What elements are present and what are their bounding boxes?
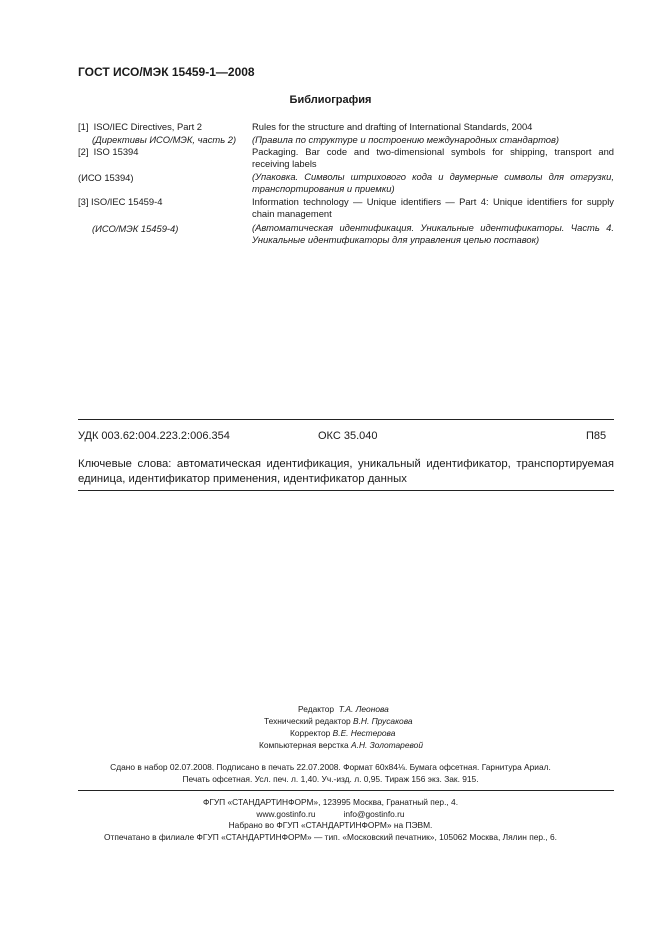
credit-role: Редактор	[298, 704, 335, 714]
classifier-code: П85	[586, 430, 607, 442]
credit-role: Компьютерная верстка	[259, 740, 349, 750]
imprint-line-1: Сдано в набор 02.07.2008. Подписано в печать 22.07.2008. Формат 60x84⅛. Бумага офсетная. Гарнитура Ариал.	[110, 762, 551, 772]
keywords-rule	[78, 490, 614, 491]
udc-code: УДК 003.62:004.223.2:006.354	[78, 430, 230, 442]
credit-role: Корректор	[290, 728, 331, 738]
bibliography-title: Библиография	[289, 94, 372, 106]
entry-num: [2]	[78, 146, 89, 157]
entry-code: ISO 15394	[93, 146, 139, 157]
publisher-email[interactable]: info@gostinfo.ru	[343, 809, 405, 819]
entry-code: ISO/IEC 15459-4	[91, 196, 163, 207]
imprint-rule	[78, 790, 614, 791]
publisher-website[interactable]: www.gostinfo.ru	[256, 809, 316, 819]
entry-title: Information technology — Unique identifiers — Part 4: Unique identifiers for supply chain management	[252, 196, 614, 220]
top-rule	[78, 419, 614, 420]
entry-number	[78, 196, 162, 208]
credit-role: Технический редактор	[264, 716, 351, 726]
publisher-line-4: Отпечатано в филиале ФГУП «СТАНДАРТИНФОРМ» — тип. «Московский печатник», 105062 Москва, Лялин пер., 6.	[103, 832, 558, 842]
credit-name: А.Н. Золотаревой	[351, 740, 423, 750]
entry-code-ru: (ИСО 15394)	[78, 172, 134, 183]
oks-code: ОКС 35.040	[318, 430, 378, 442]
entry-code-ru: (ИСО/МЭК 15459-4)	[92, 223, 179, 234]
credit-name: В.Е. Нестерова	[332, 728, 396, 738]
credit-tech-editor	[264, 716, 413, 726]
entry-number	[78, 121, 202, 133]
publisher-contacts	[0, 809, 661, 819]
publisher-line-1: ФГУП «СТАНДАРТИНФОРМ», 123995 Москва, Гранатный пер., 4.	[202, 797, 459, 807]
credit-editor	[298, 704, 389, 714]
entry-title: Packaging. Bar code and two-dimensional symbols for shipping, transport and receiving labels	[252, 146, 614, 170]
document-code: ГОСТ ИСО/МЭК 15459-1—2008	[78, 65, 255, 79]
imprint-line-2: Печать офсетная. Усл. печ. л. 1,40. Уч.-изд. л. 0,95. Тираж 156 экз. Зак. 915.	[182, 774, 479, 784]
entry-num: [1]	[78, 121, 89, 132]
entry-title-ru: (Правила по структуре и построению международных стандартов)	[252, 134, 560, 145]
entry-num: [3]	[78, 196, 89, 207]
credit-proofreader	[290, 728, 395, 738]
entry-title: Rules for the structure and drafting of International Standards, 2004	[252, 121, 533, 132]
publisher-line-3: Набрано во ФГУП «СТАНДАРТИНФОРМ» на ПЭВМ.	[228, 820, 433, 830]
credit-name: Т.А. Леонова	[338, 704, 389, 714]
entry-title-ru: (Упаковка. Символы штрихового кода и двумерные символы для отгрузки, транспортирования и приемки)	[252, 171, 614, 195]
entry-title-ru: (Автоматическая идентификация. Уникальные идентификаторы. Часть 4. Уникальные идентификаторы для управления цепью поставок)	[252, 222, 614, 246]
keywords: Ключевые слова: автоматическая идентификация, уникальный идентификатор, транспортируемая единица, идентификатор применения, идентификатор данных	[78, 458, 614, 485]
credit-layout	[259, 740, 423, 750]
credit-name: В.Н. Прусакова	[352, 716, 413, 726]
entry-number	[78, 146, 138, 158]
entry-code-ru: (Директивы ИСО/МЭК, часть 2)	[92, 134, 237, 145]
entry-code: ISO/IEC Directives, Part 2	[93, 121, 203, 132]
